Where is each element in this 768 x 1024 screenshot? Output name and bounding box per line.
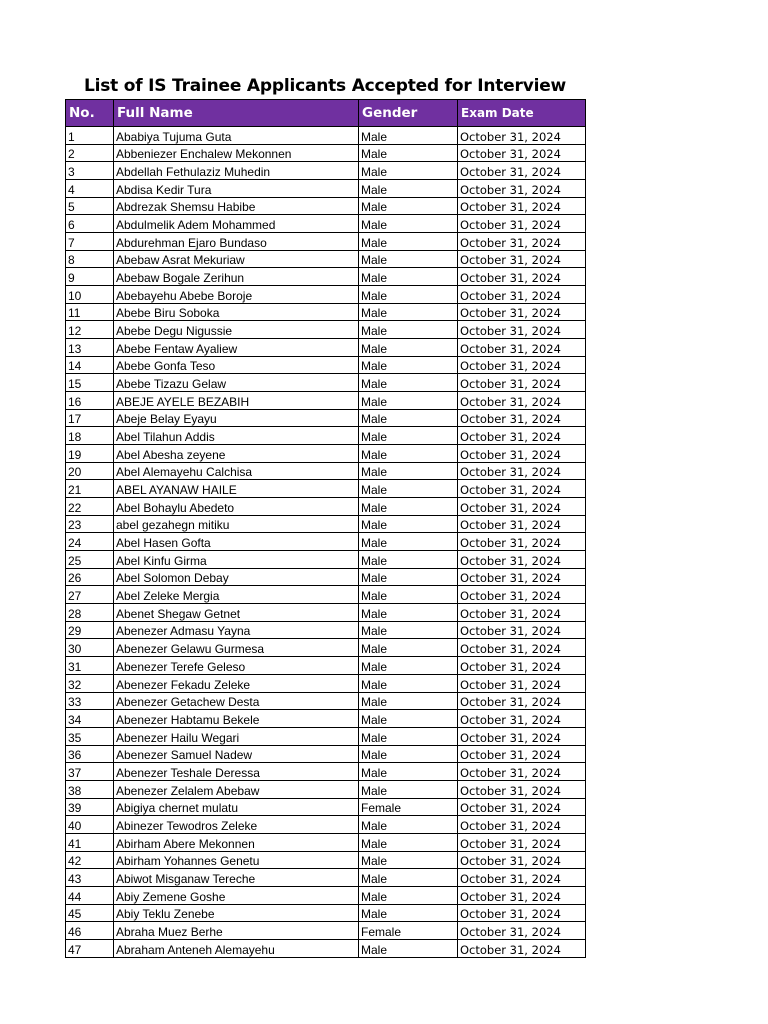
cell-no: 2: [66, 144, 114, 162]
table-row: [66, 127, 586, 145]
cell-full-name: Abenezer Getachew Desta: [114, 692, 359, 710]
cell-full-name: Abigiya chernet mulatu: [114, 798, 359, 816]
cell-no: 17: [66, 409, 114, 427]
cell-exam-date: October 31, 2024: [458, 816, 586, 834]
table-row: [66, 409, 586, 427]
cell-exam-date: October 31, 2024: [458, 763, 586, 781]
cell-exam-date: October 31, 2024: [458, 374, 586, 392]
table-row: [66, 480, 586, 498]
table-row: [66, 816, 586, 834]
cell-no: 42: [66, 851, 114, 869]
cell-exam-date: October 31, 2024: [458, 621, 586, 639]
cell-gender: Male: [359, 851, 458, 869]
table-row: [66, 869, 586, 887]
header-no: No.: [66, 100, 114, 127]
cell-full-name: Abel Bohaylu Abedeto: [114, 498, 359, 516]
table-row: [66, 568, 586, 586]
cell-exam-date: October 31, 2024: [458, 886, 586, 904]
table-row: [66, 604, 586, 622]
cell-exam-date: October 31, 2024: [458, 922, 586, 940]
cell-no: 38: [66, 780, 114, 798]
cell-no: 45: [66, 904, 114, 922]
cell-exam-date: October 31, 2024: [458, 869, 586, 887]
cell-exam-date: October 31, 2024: [458, 798, 586, 816]
cell-no: 47: [66, 939, 114, 957]
table-row: [66, 180, 586, 198]
cell-full-name: Abebe Tizazu Gelaw: [114, 374, 359, 392]
cell-no: 4: [66, 180, 114, 198]
table-row: [66, 392, 586, 410]
table-row: [66, 551, 586, 569]
cell-gender: Male: [359, 303, 458, 321]
cell-no: 15: [66, 374, 114, 392]
cell-exam-date: October 31, 2024: [458, 639, 586, 657]
cell-gender: Male: [359, 392, 458, 410]
cell-exam-date: October 31, 2024: [458, 250, 586, 268]
cell-exam-date: October 31, 2024: [458, 780, 586, 798]
table-row: [66, 321, 586, 339]
cell-gender: Male: [359, 480, 458, 498]
table-row: [66, 250, 586, 268]
table-row: [66, 144, 586, 162]
table-row: [66, 445, 586, 463]
table-row: [66, 904, 586, 922]
table-row: [66, 851, 586, 869]
table-row: [66, 692, 586, 710]
cell-exam-date: October 31, 2024: [458, 710, 586, 728]
cell-exam-date: October 31, 2024: [458, 533, 586, 551]
cell-exam-date: October 31, 2024: [458, 127, 586, 145]
table-row: [66, 533, 586, 551]
cell-full-name: ABEL AYANAW HAILE: [114, 480, 359, 498]
table-row: [66, 286, 586, 304]
table-row: [66, 674, 586, 692]
cell-full-name: Abebe Degu Nigussie: [114, 321, 359, 339]
cell-full-name: Abel Zeleke Mergia: [114, 586, 359, 604]
cell-gender: Male: [359, 674, 458, 692]
cell-gender: Male: [359, 339, 458, 357]
cell-gender: Male: [359, 727, 458, 745]
cell-exam-date: October 31, 2024: [458, 462, 586, 480]
cell-gender: Male: [359, 939, 458, 957]
cell-gender: Male: [359, 180, 458, 198]
table-row: [66, 586, 586, 604]
cell-full-name: Abel Alemayehu Calchisa: [114, 462, 359, 480]
cell-exam-date: October 31, 2024: [458, 162, 586, 180]
cell-full-name: ABEJE AYELE BEZABIH: [114, 392, 359, 410]
table-row: [66, 727, 586, 745]
cell-full-name: Abenezer Terefe Geleso: [114, 657, 359, 675]
cell-full-name: abel gezahegn mitiku: [114, 515, 359, 533]
cell-gender: Male: [359, 692, 458, 710]
cell-full-name: Abraham Anteneh Alemayehu: [114, 939, 359, 957]
cell-full-name: Abdellah Fethulaziz Muhedin: [114, 162, 359, 180]
cell-gender: Male: [359, 621, 458, 639]
cell-gender: Male: [359, 886, 458, 904]
cell-exam-date: October 31, 2024: [458, 197, 586, 215]
cell-exam-date: October 31, 2024: [458, 303, 586, 321]
table-row: [66, 268, 586, 286]
table-row: [66, 303, 586, 321]
cell-exam-date: October 31, 2024: [458, 268, 586, 286]
cell-full-name: Abiy Teklu Zenebe: [114, 904, 359, 922]
cell-exam-date: October 31, 2024: [458, 833, 586, 851]
cell-no: 28: [66, 604, 114, 622]
table-row: [66, 780, 586, 798]
cell-full-name: Abenezer Fekadu Zeleke: [114, 674, 359, 692]
cell-no: 21: [66, 480, 114, 498]
table-row: [66, 745, 586, 763]
cell-full-name: Abenezer Gelawu Gurmesa: [114, 639, 359, 657]
cell-no: 1: [66, 127, 114, 145]
table-row: [66, 657, 586, 675]
cell-full-name: Ababiya Tujuma Guta: [114, 127, 359, 145]
cell-exam-date: October 31, 2024: [458, 939, 586, 957]
cell-gender: Male: [359, 710, 458, 728]
cell-gender: Male: [359, 745, 458, 763]
cell-exam-date: October 31, 2024: [458, 356, 586, 374]
cell-no: 23: [66, 515, 114, 533]
cell-no: 11: [66, 303, 114, 321]
cell-exam-date: October 31, 2024: [458, 339, 586, 357]
cell-full-name: Abbeniezer Enchalew Mekonnen: [114, 144, 359, 162]
cell-exam-date: October 31, 2024: [458, 657, 586, 675]
cell-no: 36: [66, 745, 114, 763]
cell-full-name: Abel Abesha zeyene: [114, 445, 359, 463]
cell-gender: Male: [359, 321, 458, 339]
table-row: [66, 798, 586, 816]
cell-no: 14: [66, 356, 114, 374]
cell-no: 37: [66, 763, 114, 781]
cell-gender: Male: [359, 763, 458, 781]
cell-exam-date: October 31, 2024: [458, 215, 586, 233]
table-row: [66, 339, 586, 357]
cell-no: 25: [66, 551, 114, 569]
cell-gender: Male: [359, 144, 458, 162]
cell-no: 40: [66, 816, 114, 834]
cell-gender: Male: [359, 445, 458, 463]
cell-no: 39: [66, 798, 114, 816]
cell-gender: Male: [359, 197, 458, 215]
cell-gender: Male: [359, 586, 458, 604]
cell-full-name: Abenezer Samuel Nadew: [114, 745, 359, 763]
page-title: List of IS Trainee Applicants Accepted for Interview: [83, 76, 567, 96]
header-row: [66, 100, 586, 127]
cell-full-name: Abirham Yohannes Genetu: [114, 851, 359, 869]
cell-no: 18: [66, 427, 114, 445]
cell-full-name: Abirham Abere Mekonnen: [114, 833, 359, 851]
cell-no: 22: [66, 498, 114, 516]
table-row: [66, 374, 586, 392]
cell-full-name: Abenezer Teshale Deressa: [114, 763, 359, 781]
cell-no: 10: [66, 286, 114, 304]
cell-no: 35: [66, 727, 114, 745]
table-row: [66, 162, 586, 180]
cell-full-name: Abenezer Hailu Wegari: [114, 727, 359, 745]
cell-full-name: Abraha Muez Berhe: [114, 922, 359, 940]
cell-full-name: Abebaw Bogale Zerihun: [114, 268, 359, 286]
cell-full-name: Abdulmelik Adem Mohammed: [114, 215, 359, 233]
cell-exam-date: October 31, 2024: [458, 604, 586, 622]
cell-gender: Male: [359, 639, 458, 657]
cell-no: 19: [66, 445, 114, 463]
cell-full-name: Abebe Fentaw Ayaliew: [114, 339, 359, 357]
cell-no: 44: [66, 886, 114, 904]
cell-exam-date: October 31, 2024: [458, 180, 586, 198]
table-row: [66, 621, 586, 639]
cell-no: 20: [66, 462, 114, 480]
cell-gender: Male: [359, 780, 458, 798]
cell-exam-date: October 31, 2024: [458, 445, 586, 463]
cell-full-name: Abdrezak Shemsu Habibe: [114, 197, 359, 215]
table-row: [66, 515, 586, 533]
cell-gender: Male: [359, 657, 458, 675]
cell-gender: Male: [359, 374, 458, 392]
cell-full-name: Abebayehu Abebe Boroje: [114, 286, 359, 304]
table-row: [66, 710, 586, 728]
cell-exam-date: October 31, 2024: [458, 745, 586, 763]
cell-gender: Male: [359, 162, 458, 180]
cell-exam-date: October 31, 2024: [458, 392, 586, 410]
cell-full-name: Abebaw Asrat Mekuriaw: [114, 250, 359, 268]
cell-no: 6: [66, 215, 114, 233]
cell-full-name: Abeje Belay Eyayu: [114, 409, 359, 427]
cell-gender: Male: [359, 356, 458, 374]
cell-exam-date: October 31, 2024: [458, 551, 586, 569]
cell-exam-date: October 31, 2024: [458, 904, 586, 922]
cell-exam-date: October 31, 2024: [458, 286, 586, 304]
cell-exam-date: October 31, 2024: [458, 409, 586, 427]
cell-gender: Male: [359, 127, 458, 145]
cell-full-name: Abel Tilahun Addis: [114, 427, 359, 445]
cell-gender: Male: [359, 233, 458, 251]
cell-no: 12: [66, 321, 114, 339]
cell-no: 34: [66, 710, 114, 728]
cell-gender: Male: [359, 250, 458, 268]
cell-full-name: Abenet Shegaw Getnet: [114, 604, 359, 622]
header-gender: Gender: [359, 100, 458, 127]
cell-gender: Male: [359, 869, 458, 887]
cell-gender: Male: [359, 427, 458, 445]
cell-exam-date: October 31, 2024: [458, 498, 586, 516]
cell-no: 43: [66, 869, 114, 887]
cell-no: 30: [66, 639, 114, 657]
cell-no: 33: [66, 692, 114, 710]
cell-gender: Male: [359, 816, 458, 834]
header-exam-date: Exam Date: [458, 100, 586, 127]
cell-no: 26: [66, 568, 114, 586]
header-full-name: Full Name: [114, 100, 359, 127]
cell-no: 3: [66, 162, 114, 180]
cell-gender: Male: [359, 533, 458, 551]
table-row: [66, 215, 586, 233]
table-header: [66, 100, 586, 127]
table-row: [66, 427, 586, 445]
cell-full-name: Abdurehman Ejaro Bundaso: [114, 233, 359, 251]
cell-no: 8: [66, 250, 114, 268]
cell-no: 7: [66, 233, 114, 251]
cell-no: 27: [66, 586, 114, 604]
cell-full-name: Abebe Biru Soboka: [114, 303, 359, 321]
cell-full-name: Abenezer Admasu Yayna: [114, 621, 359, 639]
cell-full-name: Abiwot Misganaw Tereche: [114, 869, 359, 887]
cell-no: 13: [66, 339, 114, 357]
table-row: [66, 462, 586, 480]
cell-gender: Male: [359, 904, 458, 922]
table-row: [66, 233, 586, 251]
table-row: [66, 197, 586, 215]
cell-gender: Male: [359, 833, 458, 851]
cell-gender: Male: [359, 409, 458, 427]
cell-gender: Male: [359, 498, 458, 516]
applicants-table: [65, 99, 586, 958]
cell-gender: Male: [359, 462, 458, 480]
cell-exam-date: October 31, 2024: [458, 480, 586, 498]
cell-no: 5: [66, 197, 114, 215]
table-row: [66, 922, 586, 940]
cell-exam-date: October 31, 2024: [458, 674, 586, 692]
cell-no: 24: [66, 533, 114, 551]
cell-gender: Male: [359, 604, 458, 622]
cell-full-name: Abel Hasen Gofta: [114, 533, 359, 551]
table-row: [66, 498, 586, 516]
table-row: [66, 833, 586, 851]
cell-exam-date: October 31, 2024: [458, 144, 586, 162]
cell-exam-date: October 31, 2024: [458, 586, 586, 604]
cell-full-name: Abel Solomon Debay: [114, 568, 359, 586]
cell-no: 16: [66, 392, 114, 410]
cell-no: 29: [66, 621, 114, 639]
table-body: [66, 127, 586, 958]
cell-gender: Female: [359, 798, 458, 816]
table-row: [66, 939, 586, 957]
table-row: [66, 886, 586, 904]
cell-full-name: Abebe Gonfa Teso: [114, 356, 359, 374]
table-row: [66, 356, 586, 374]
cell-full-name: Abiy Zemene Goshe: [114, 886, 359, 904]
cell-gender: Male: [359, 268, 458, 286]
table-row: [66, 763, 586, 781]
cell-full-name: Abenezer Habtamu Bekele: [114, 710, 359, 728]
cell-full-name: Abinezer Tewodros Zeleke: [114, 816, 359, 834]
cell-exam-date: October 31, 2024: [458, 427, 586, 445]
cell-gender: Male: [359, 215, 458, 233]
cell-exam-date: October 31, 2024: [458, 727, 586, 745]
cell-full-name: Abdisa Kedir Tura: [114, 180, 359, 198]
cell-exam-date: October 31, 2024: [458, 568, 586, 586]
cell-exam-date: October 31, 2024: [458, 851, 586, 869]
cell-no: 41: [66, 833, 114, 851]
cell-exam-date: October 31, 2024: [458, 233, 586, 251]
cell-no: 9: [66, 268, 114, 286]
cell-gender: Male: [359, 286, 458, 304]
cell-exam-date: October 31, 2024: [458, 692, 586, 710]
cell-no: 31: [66, 657, 114, 675]
cell-no: 32: [66, 674, 114, 692]
cell-full-name: Abel Kinfu Girma: [114, 551, 359, 569]
cell-exam-date: October 31, 2024: [458, 321, 586, 339]
cell-gender: Female: [359, 922, 458, 940]
cell-no: 46: [66, 922, 114, 940]
cell-full-name: Abenezer Zelalem Abebaw: [114, 780, 359, 798]
cell-gender: Male: [359, 551, 458, 569]
cell-gender: Male: [359, 568, 458, 586]
cell-exam-date: October 31, 2024: [458, 515, 586, 533]
cell-gender: Male: [359, 515, 458, 533]
table-row: [66, 639, 586, 657]
